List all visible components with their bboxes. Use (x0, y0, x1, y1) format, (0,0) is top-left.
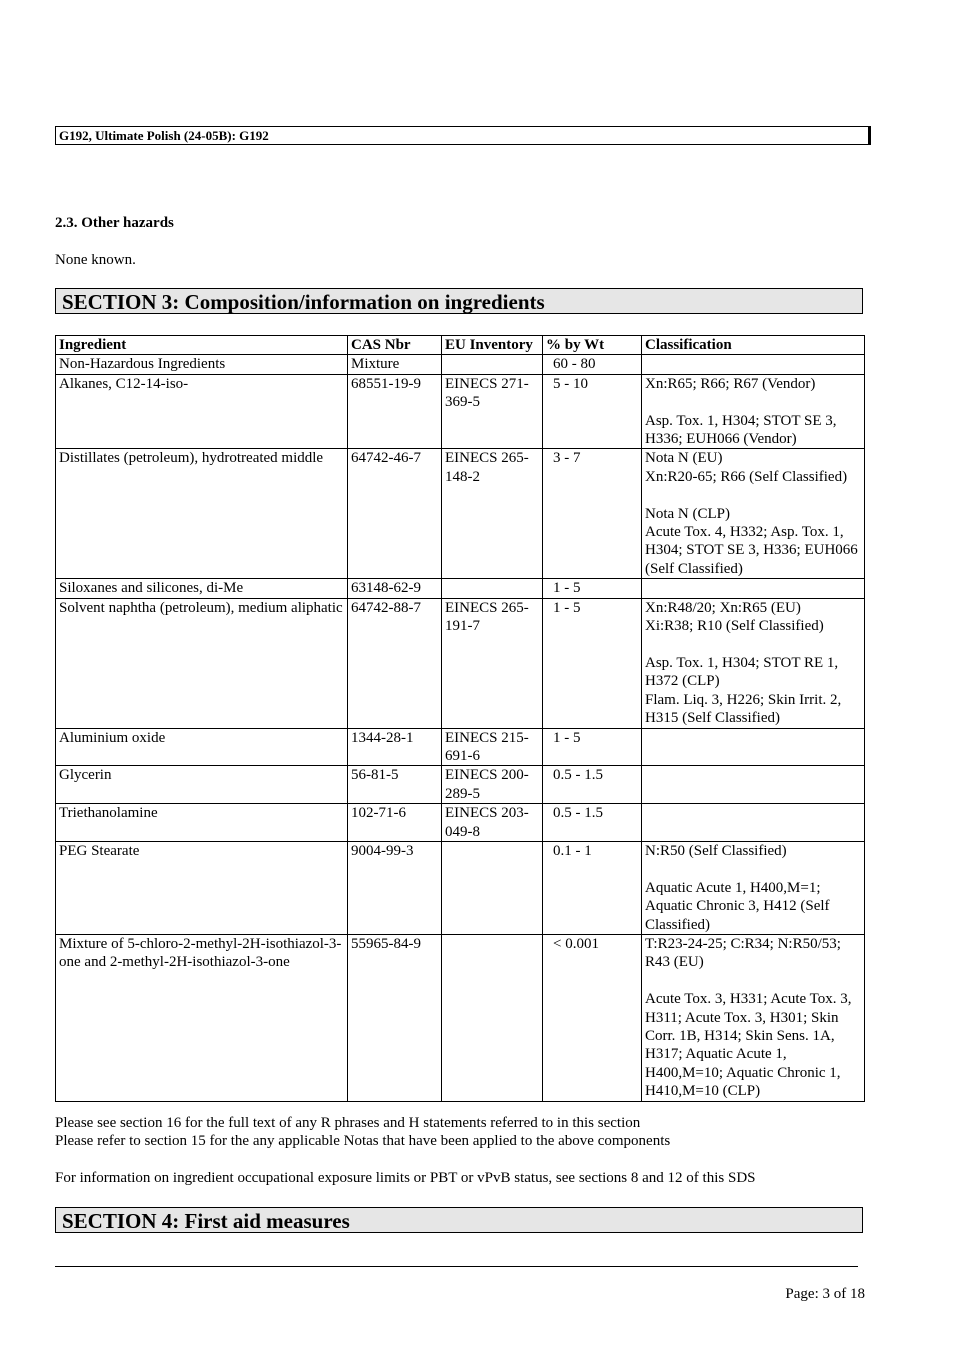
document-header: G192, Ultimate Polish (24-05B): G192 (55, 126, 871, 145)
classification-cell (642, 579, 865, 598)
table-row (56, 579, 865, 598)
note-exposure-limits: For information on ingredient occupational exposure limits or PBT or vPvB status, see sections 8 and 12 of this SDS (55, 1170, 756, 1186)
eu-inventory-cell (442, 935, 543, 1102)
column-header: EU Inventory (442, 336, 543, 355)
classification-cell (642, 804, 865, 842)
column-header: Ingredient (56, 336, 348, 355)
other-hazards-heading: 2.3. Other hazards (55, 215, 174, 231)
column-header: % by Wt (543, 336, 642, 355)
eu-inventory-cell: EINECS 215-691-6 (442, 728, 543, 766)
classification-cell: Nota N (EU) Xn:R20-65; R66 (Self Classified) Nota N (CLP) Acute Tox. 4, H332; Asp. Tox. 1, H304; STOT SE 3, H336; EUH066 (Self Classified) (642, 449, 865, 579)
ingredient-cell: PEG Stearate (56, 841, 348, 934)
table-row (56, 598, 865, 728)
percent-cell: < 0.001 (543, 935, 642, 1102)
classification-cell (642, 728, 865, 766)
table-body (56, 355, 865, 1101)
classification-cell: Xn:R65; R66; R67 (Vendor) Asp. Tox. 1, H304; STOT SE 3, H336; EUH066 (Vendor) (642, 374, 865, 449)
section-3-title: SECTION 3: Composition/information on ingredients (55, 288, 863, 314)
eu-inventory-cell: EINECS 200-289-5 (442, 766, 543, 804)
eu-inventory-cell (442, 841, 543, 934)
classification-cell: Xn:R48/20; Xn:R65 (EU) Xi:R38; R10 (Self Classified) Asp. Tox. 1, H304; STOT RE 1, H372 (CLP) Flam. Liq. 3, H226; Skin Irrit. 2, H315 (Self Classified) (642, 598, 865, 728)
percent-cell: 60 - 80 (543, 355, 642, 374)
ingredient-cell: Distillates (petroleum), hydrotreated middle (56, 449, 348, 579)
ingredient-cell: Glycerin (56, 766, 348, 804)
column-header: Classification (642, 336, 865, 355)
ingredient-cell: Alkanes, C12-14-iso- (56, 374, 348, 449)
eu-inventory-cell (442, 579, 543, 598)
table-row (56, 355, 865, 374)
table-row (56, 449, 865, 579)
column-header: CAS Nbr (348, 336, 442, 355)
percent-cell: 1 - 5 (543, 598, 642, 728)
eu-inventory-cell: EINECS 203-049-8 (442, 804, 543, 842)
cas-cell: 9004-99-3 (348, 841, 442, 934)
percent-cell: 0.5 - 1.5 (543, 804, 642, 842)
cas-cell: 1344-28-1 (348, 728, 442, 766)
classification-cell: T:R23-24-25; C:R34; N:R50/53; R43 (EU) Acute Tox. 3, H331; Acute Tox. 3, H311; Acute Tox. 3, H301; Skin Corr. 1B, H314; Skin Sens. 1A, H317; Aquatic Acute 1, H400,M=10; Aquatic Chronic 1, H410,M=10 (CLP) (642, 935, 865, 1102)
ingredient-cell: Solvent naphtha (petroleum), medium aliphatic (56, 598, 348, 728)
cas-cell: 68551-19-9 (348, 374, 442, 449)
percent-cell: 0.5 - 1.5 (543, 766, 642, 804)
page-number: Page: 3 of 18 (785, 1286, 865, 1302)
ingredient-cell: Non-Hazardous Ingredients (56, 355, 348, 374)
percent-cell: 1 - 5 (543, 579, 642, 598)
eu-inventory-cell: EINECS 271-369-5 (442, 374, 543, 449)
footer-divider (55, 1266, 858, 1267)
eu-inventory-cell: EINECS 265-191-7 (442, 598, 543, 728)
cas-cell: 56-81-5 (348, 766, 442, 804)
table-row (56, 374, 865, 449)
ingredient-cell: Triethanolamine (56, 804, 348, 842)
percent-cell: 0.1 - 1 (543, 841, 642, 934)
table-row (56, 935, 865, 1102)
ingredient-cell: Aluminium oxide (56, 728, 348, 766)
eu-inventory-cell: EINECS 265-148-2 (442, 449, 543, 579)
cas-cell: 63148-62-9 (348, 579, 442, 598)
ingredients-table (55, 335, 865, 1102)
cas-cell: 64742-88-7 (348, 598, 442, 728)
cas-cell: Mixture (348, 355, 442, 374)
note-r-phrases: Please see section 16 for the full text of any R phrases and H statements referred to in this section (55, 1115, 641, 1131)
percent-cell: 1 - 5 (543, 728, 642, 766)
classification-cell (642, 766, 865, 804)
cas-cell: 55965-84-9 (348, 935, 442, 1102)
cas-cell: 102-71-6 (348, 804, 442, 842)
percent-cell: 5 - 10 (543, 374, 642, 449)
other-hazards-text: None known. (55, 252, 136, 268)
ingredient-cell: Mixture of 5-chloro-2-methyl-2H-isothiazol-3-one and 2-methyl-2H-isothiazol-3-one (56, 935, 348, 1102)
section-4-title: SECTION 4: First aid measures (55, 1207, 863, 1233)
table-row (56, 804, 865, 842)
classification-cell: N:R50 (Self Classified) Aquatic Acute 1, H400,M=1; Aquatic Chronic 3, H412 (Self Classified) (642, 841, 865, 934)
note-notas: Please refer to section 15 for the any applicable Notas that have been applied to the above components (55, 1133, 671, 1149)
percent-cell: 3 - 7 (543, 449, 642, 579)
ingredient-cell: Siloxanes and silicones, di-Me (56, 579, 348, 598)
table-row (56, 728, 865, 766)
table-row (56, 766, 865, 804)
classification-cell (642, 355, 865, 374)
eu-inventory-cell (442, 355, 543, 374)
cas-cell: 64742-46-7 (348, 449, 442, 579)
table-row (56, 841, 865, 934)
table-header-row (56, 336, 865, 355)
